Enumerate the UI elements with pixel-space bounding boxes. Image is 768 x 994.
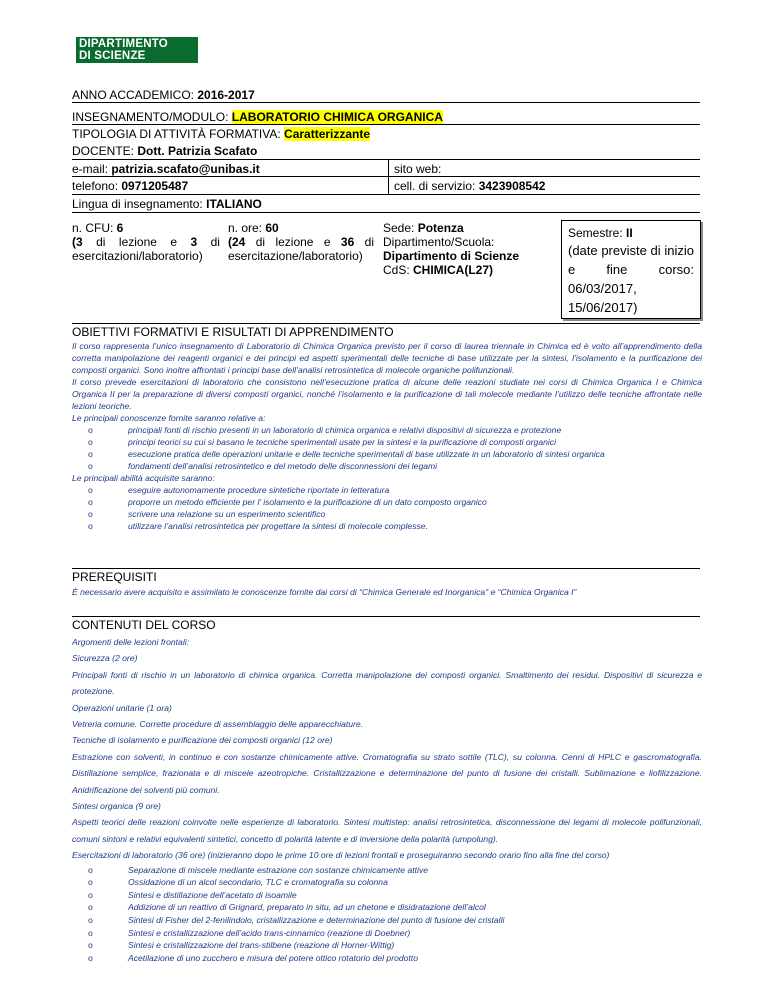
ore-lezione-bold: (24 [228,235,246,249]
esercitazioni-list [72,864,702,965]
telefono-label: telefono: [72,179,122,193]
list-item-text: Sintesi e distillazione dell’acetato di isoamile [128,889,297,900]
sede-block [383,221,553,277]
list-item [72,889,702,902]
semestre-box [561,220,701,319]
cfu-esercitazione-text: di esercitazioni/laboratorio) [72,235,220,263]
list-item [72,436,702,448]
bullet-icon: o [88,425,93,435]
bullet-icon: o [88,915,93,926]
list-item [72,424,702,436]
obiettivi-body [72,340,702,532]
list-item-text: principali fonti di rischio presenti in un laboratorio di chimica organica e relativi dispositivi di sicurezza e protezione [128,425,562,435]
obiettivi-title: OBIETTIVI FORMATIVI E RISULTATI DI APPRENDIMENTO [72,325,394,339]
cfu-esercitazione-bold: 3 [190,235,198,249]
abilita-list [72,484,702,532]
bullet-icon: o [88,497,93,507]
list-item [72,508,702,520]
bullet-icon: o [88,521,93,531]
ore-lezione-text: di lezione e [245,235,341,249]
contenuti-line: Sicurezza (2 ore) [72,653,138,664]
obiettivi-paragraph-1: Il corso rappresenta l’unico insegnamento di Laboratorio di Chimica Organica previsto per il corso di laurea triennale in Chimica ed è volto all’apprendimento della corretta manipolazione dei reagenti organici e dei principi ed aspetti sperimentali delle tecniche di base utilizzate per la sintesi, l’isolamento e la purificazione dei composti organici. Sono inoltre affrontati i principi base dell’analisi retrosintetica di molecole organiche polifunzionali. [72,341,702,375]
cds-label: CdS: [383,263,414,277]
ore-esercitazione-text: di esercitazione/laboratorio) [228,235,374,263]
obiettivi-paragraph-4: Le principali abilità acquisite saranno: [72,473,215,483]
list-item-text: esecuzione pratica delle operazioni unitarie e delle tecniche sperimentali di base utilizzate in un laboratorio di sintesi organica [128,449,605,459]
contenuti-line: Aspetti teorici delle reazioni coinvolte nelle esperienze di laboratorio. Sintesi multistep: analisi retrosintetica, disconnessione dei legami di molecole polifunzionali, comuni sintoni e relativi equivalenti sintetici, concetto di polarità latente e di inversione della polarità (umpolung). [72,817,702,844]
anno-accademico [72,88,700,102]
contenuti-line: Operazioni unitarie (1 ora) [72,702,172,713]
list-item-text: Sintesi di Fisher del 2-fenilindolo, cristallizzazione e determinazione del punto di fusione dei cristalli [128,915,505,926]
sede-label: Sede: [383,221,418,235]
dipartimento-label: Dipartimento/Scuola: [383,235,495,249]
date-corso: (date previste di inizio e fine corso: 06/03/2017, 15/06/2017) [568,243,694,315]
cell-servizio [394,179,545,193]
department-logo [76,37,198,63]
bullet-icon: o [88,940,93,951]
insegnamento-label: INSEGNAMENTO/MODULO: [72,110,232,124]
header-col-divider [388,159,389,194]
obiettivi-rule [72,323,700,324]
contenuti-line: Argomenti delle lezioni frontali: [72,637,190,647]
bullet-icon: o [88,864,93,875]
prerequisiti-text: È necessario avere acquisito e assimilato le conoscenze fornite dai corsi di “Chimica Generale ed Inorganica” e “Chimica Organica I” [72,587,577,597]
bullet-icon: o [88,902,93,913]
list-item [72,460,702,472]
cfu-value: 6 [116,221,124,235]
header-rule-3 [72,159,700,160]
list-item-text: Ossidazione di un alcol secondario, TLC e cromatografia su colonna [128,877,388,888]
list-item [72,520,702,532]
anno-value: 2016-2017 [197,88,255,102]
ore-block [228,221,374,263]
lingua [72,197,700,211]
cell-value: 3423908542 [478,179,546,193]
telefono-value: 0971205487 [121,179,189,193]
insegnamento [72,110,700,124]
bullet-icon: o [88,877,93,888]
list-item [72,876,702,889]
anno-label: ANNO ACCADEMICO: [72,88,198,102]
list-item [72,448,702,460]
docente-label: DOCENTE: [72,144,138,158]
list-item-text: scrivere una relazione su un esperimento scientifico [128,509,326,519]
list-item-text: utilizzare l’analisi retrosintetica per progettare la sintesi di molecole complesse. [128,521,428,531]
list-item [72,864,702,877]
prerequisiti-body [72,586,702,598]
obiettivi-paragraph-2: Il corso prevede esercitazioni di laboratorio che consistono nell’esecuzione pratica di alcune delle reazioni studiate nei corsi di Chimica Organica I e Chimica Organica II per la preparazione di diversi composti organici, nonché l’isolamento e la purificazione di tali molecole mediante l’utilizzo delle tecniche affrontate nelle lezioni teoriche. [72,377,702,411]
logo-line-2: DI SCIENZE [79,50,146,62]
list-item-text: principi teorici su cui si basano le tecniche sperimentali usate per la sintesi e la purificazione di composti organici [128,437,556,447]
list-item-text: Addizione di un reattivo di Grignard, preparato in situ, ad un chetone e disidratazione dell’alcol [128,902,486,913]
list-item-text: Separazione di miscele mediante estrazione con sostanze chimicamente attive [128,864,428,875]
cfu-lezione-bold: (3 [72,235,83,249]
bullet-icon: o [88,927,93,938]
bullet-icon: o [88,449,93,459]
prerequisiti-title: PREREQUISITI [72,570,157,584]
contenuti-line: Estrazione con solventi, in continuo e con sostanze chimicamente attive. Cromatografia su strato sottile (TLC), su colonna. Cenni di HPLC e gascromatografia. Distillazione semplice, frazionata e di miscele azeotropiche. Cristallizzazione e determinazione del punto di fusione dei cristalli. Sublimazione e liofilizzazione. Anidrificazione dei solventi più comuni. [72,751,702,795]
cfu-lezione-text: di lezione e [82,235,191,249]
dipartimento-value: Dipartimento di Scienze [383,249,520,263]
list-item [72,496,702,508]
logo-line-1: DIPARTIMENTO [79,38,168,50]
ore-value: 60 [265,221,279,235]
list-item [72,939,702,952]
list-item [72,914,702,927]
email-label: e-mail: [72,162,112,176]
ore-label: n. ore: [228,221,266,235]
contenuti-line: Vetreria comune. Corrette procedure di assemblaggio delle apparecchiature. [72,719,364,730]
prerequisiti-rule [72,568,700,569]
header-rule-6 [72,212,700,213]
conoscenze-list [72,424,702,472]
sede-value: Potenza [417,221,464,235]
contenuti-line: Tecniche di isolamento e purificazione dei composti organici (12 ore) [72,735,333,746]
tipologia [72,127,700,141]
semestre-value: II [626,226,633,240]
email-value: patrizia.scafato@unibas.it [111,162,260,176]
contenuti-line: Principali fonti di rischio in un laboratorio di chimica organica. Corretta manipolazione dei composti organici. Smaltimento dei residui. Dispositivi di sicurezza e protezione. [72,669,702,697]
list-item-text: proporre un metodo efficiente per l’ isolamento e la purificazione di un dato composto organico [128,497,487,507]
insegnamento-value: LABORATORIO CHIMICA ORGANICA [231,110,443,124]
obiettivi-paragraph-3: Le principali conoscenze fornite saranno relative a: [72,413,266,423]
contenuti-title: CONTENUTI DEL CORSO [72,618,216,632]
header-rule-5 [72,194,700,195]
list-item-text: eseguire autonomamente procedure sintetiche riportate in letteratura [128,485,390,495]
contenuti-line: Sintesi organica (9 ore) [72,801,161,812]
lingua-label: Lingua di insegnamento: [72,197,207,211]
bullet-icon: o [88,437,93,447]
list-item [72,484,702,496]
list-item [72,952,702,965]
list-item-text: Sintesi e cristallizzazione dell’acido trans-cinnamico (reazione di Doebner) [128,927,411,938]
contenuti-rule [72,616,700,617]
bullet-icon: o [88,889,93,900]
list-item-text: fondamenti dell’analisi retrosintetico e del metodo delle disconnessioni dei legami [128,461,438,471]
cfu-block [72,221,220,263]
list-item-text: Sintesi e cristallizzazione del trans-stilbene (reazione di Horner-Wittig) [128,940,395,951]
sito-web: sito web: [394,162,442,176]
docente [72,144,700,158]
bullet-icon: o [88,485,93,495]
contenuti-line: Esercitazioni di laboratorio (36 ore) (inizieranno dopo le prime 10 ore di lezioni frontali e proseguiranno secondo orario fino alla fine del corso) [72,850,610,861]
list-item-text: Acetilazione di uno zucchero e misura del potere ottico rotatorio del prodotto [128,952,418,963]
list-item [72,901,702,914]
semestre-label: Semestre: [568,226,627,240]
header-rule-4 [72,176,700,177]
header-rule-2 [72,124,700,125]
tipologia-value: Caratterizzante [284,127,371,141]
bullet-icon: o [88,509,93,519]
bullet-icon: o [88,461,93,471]
cell-label: cell. di servizio: [394,179,479,193]
cds-value: CHIMICA(L27) [413,263,494,277]
contenuti-body [72,634,702,964]
tipologia-label: TIPOLOGIA DI ATTIVITÀ FORMATIVA: [72,127,285,141]
docente-value: Dott. Patrizia Scafato [137,144,258,158]
header-rule-1 [72,102,700,103]
cfu-label: n. CFU: [72,221,117,235]
list-item [72,927,702,940]
email [72,162,382,176]
lingua-value: ITALIANO [206,197,262,211]
telefono [72,179,382,193]
bullet-icon: o [88,952,93,963]
ore-esercitazione-bold: 36 [340,235,355,249]
